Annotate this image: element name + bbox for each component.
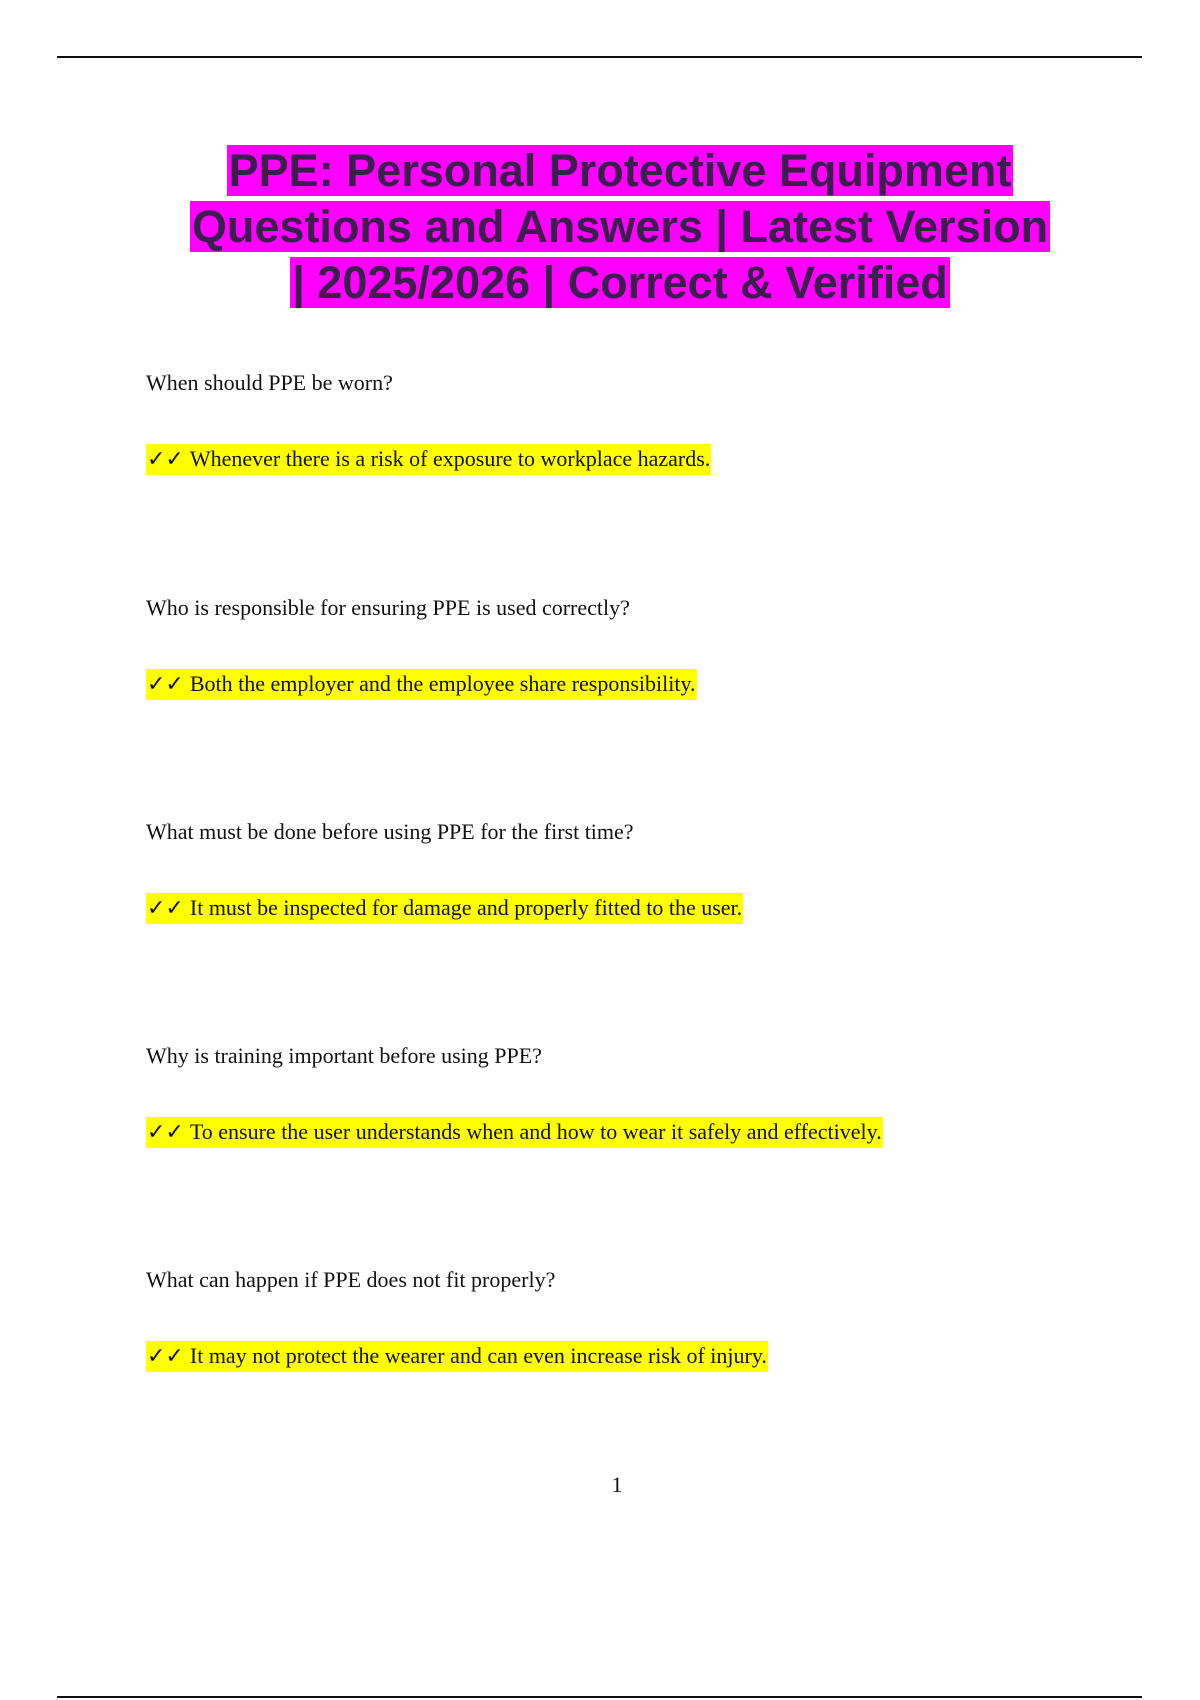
title-line: | 2025/2026 | Correct & Verified (292, 257, 948, 308)
qa-item (146, 1043, 882, 1145)
page-number: 1 (611, 1472, 623, 1497)
answer-text: Whenever there is a risk of exposure to workplace hazards. (189, 446, 711, 471)
answer-highlight (146, 1117, 883, 1148)
double-check-icon: ✓✓ (147, 1120, 184, 1145)
document-title (80, 143, 1160, 311)
double-check-icon: ✓✓ (147, 1344, 184, 1369)
answer-text: Both the employer and the employee share responsibility. (189, 671, 696, 696)
question-text: Who is responsible for ensuring PPE is used correctly? (146, 595, 630, 620)
double-check-icon: ✓✓ (147, 896, 184, 921)
answer-highlight (146, 1341, 768, 1372)
double-check-icon: ✓✓ (147, 672, 184, 697)
qa-item (146, 595, 696, 697)
qa-item (146, 1267, 767, 1369)
qa-item (146, 819, 743, 921)
answer-highlight (146, 444, 711, 475)
question-text: What must be done before using PPE for the first time? (146, 819, 634, 844)
top-rule (57, 56, 1142, 58)
answer-text: To ensure the user understands when and how to wear it safely and effectively. (189, 1119, 882, 1144)
title-line: PPE: Personal Protective Equipment (228, 145, 1012, 196)
answer-text: It must be inspected for damage and properly fitted to the user. (189, 895, 743, 920)
question-text: Why is training important before using PPE? (146, 1043, 542, 1068)
answer-highlight (146, 893, 743, 924)
title-line: Questions and Answers | Latest Version (191, 201, 1049, 252)
question-text: When should PPE be worn? (146, 370, 393, 395)
answer-text: It may not protect the wearer and can even increase risk of injury. (189, 1343, 767, 1368)
bottom-rule (57, 1696, 1142, 1698)
qa-item (146, 370, 711, 472)
question-text: What can happen if PPE does not fit properly? (146, 1267, 556, 1292)
answer-highlight (146, 669, 697, 700)
double-check-icon: ✓✓ (147, 447, 184, 472)
